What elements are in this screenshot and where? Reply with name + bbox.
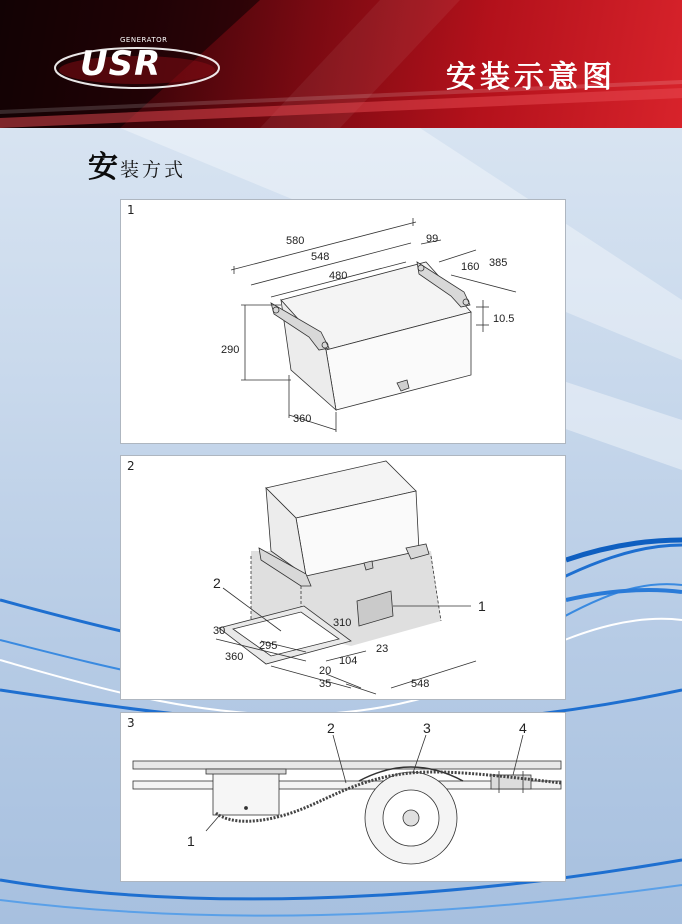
callout-number: 3 <box>423 720 431 736</box>
dimension-label: 160 <box>461 261 480 273</box>
callout-number: 4 <box>519 720 527 736</box>
section-title-rest: 装方式 <box>120 159 187 181</box>
dimension-label: 20 <box>319 665 332 677</box>
panel-number: 1 <box>127 203 135 217</box>
vehicle-installation-drawing <box>121 713 565 881</box>
blue-wave <box>0 885 682 916</box>
logo-generator-text: GENERATOR <box>120 36 168 44</box>
vehicle-floor <box>133 761 561 769</box>
dimension-label: 35 <box>319 678 332 690</box>
dimension-label: 290 <box>221 344 240 356</box>
panel-number: 3 <box>127 716 135 730</box>
dimension-label: 580 <box>286 235 305 247</box>
dimension-label: 548 <box>411 678 430 690</box>
panel-number: 2 <box>127 459 135 473</box>
dimension-label: 10.5 <box>493 313 515 325</box>
callout-number: 2 <box>213 575 221 591</box>
box-handle <box>364 561 373 570</box>
section-title <box>88 146 186 186</box>
blue-wave <box>566 540 682 560</box>
dimension-label: 385 <box>489 257 508 269</box>
dimension-label: 480 <box>329 270 348 282</box>
callout-number: 1 <box>187 833 195 849</box>
callout-number: 2 <box>327 720 335 736</box>
generator-box-dimension-drawing <box>121 200 565 443</box>
diagram-panel-1 <box>120 199 566 444</box>
dimension-label: 310 <box>333 617 352 629</box>
diagram-panel-3 <box>120 712 566 882</box>
blue-wave <box>566 590 682 600</box>
dimension-label: 295 <box>259 640 278 652</box>
dimension-label: 23 <box>376 643 389 655</box>
section-title-first-char: 安 <box>88 150 118 185</box>
dimension-label: 30 <box>213 625 226 637</box>
dimension-label: 360 <box>225 651 244 663</box>
usr-logo <box>52 36 222 96</box>
logo-usr-text: USR <box>80 44 162 84</box>
header-banner <box>0 0 682 128</box>
diagram-panel-2 <box>120 455 566 700</box>
callout-number: 1 <box>478 598 486 614</box>
dimension-label: 548 <box>311 251 330 263</box>
dimension-label: 99 <box>426 233 439 245</box>
installation-cutout-drawing <box>121 456 565 699</box>
dimension-label: 360 <box>293 413 312 425</box>
dimension-label: 104 <box>339 655 358 667</box>
page-title: 安装示意图 <box>446 60 616 95</box>
